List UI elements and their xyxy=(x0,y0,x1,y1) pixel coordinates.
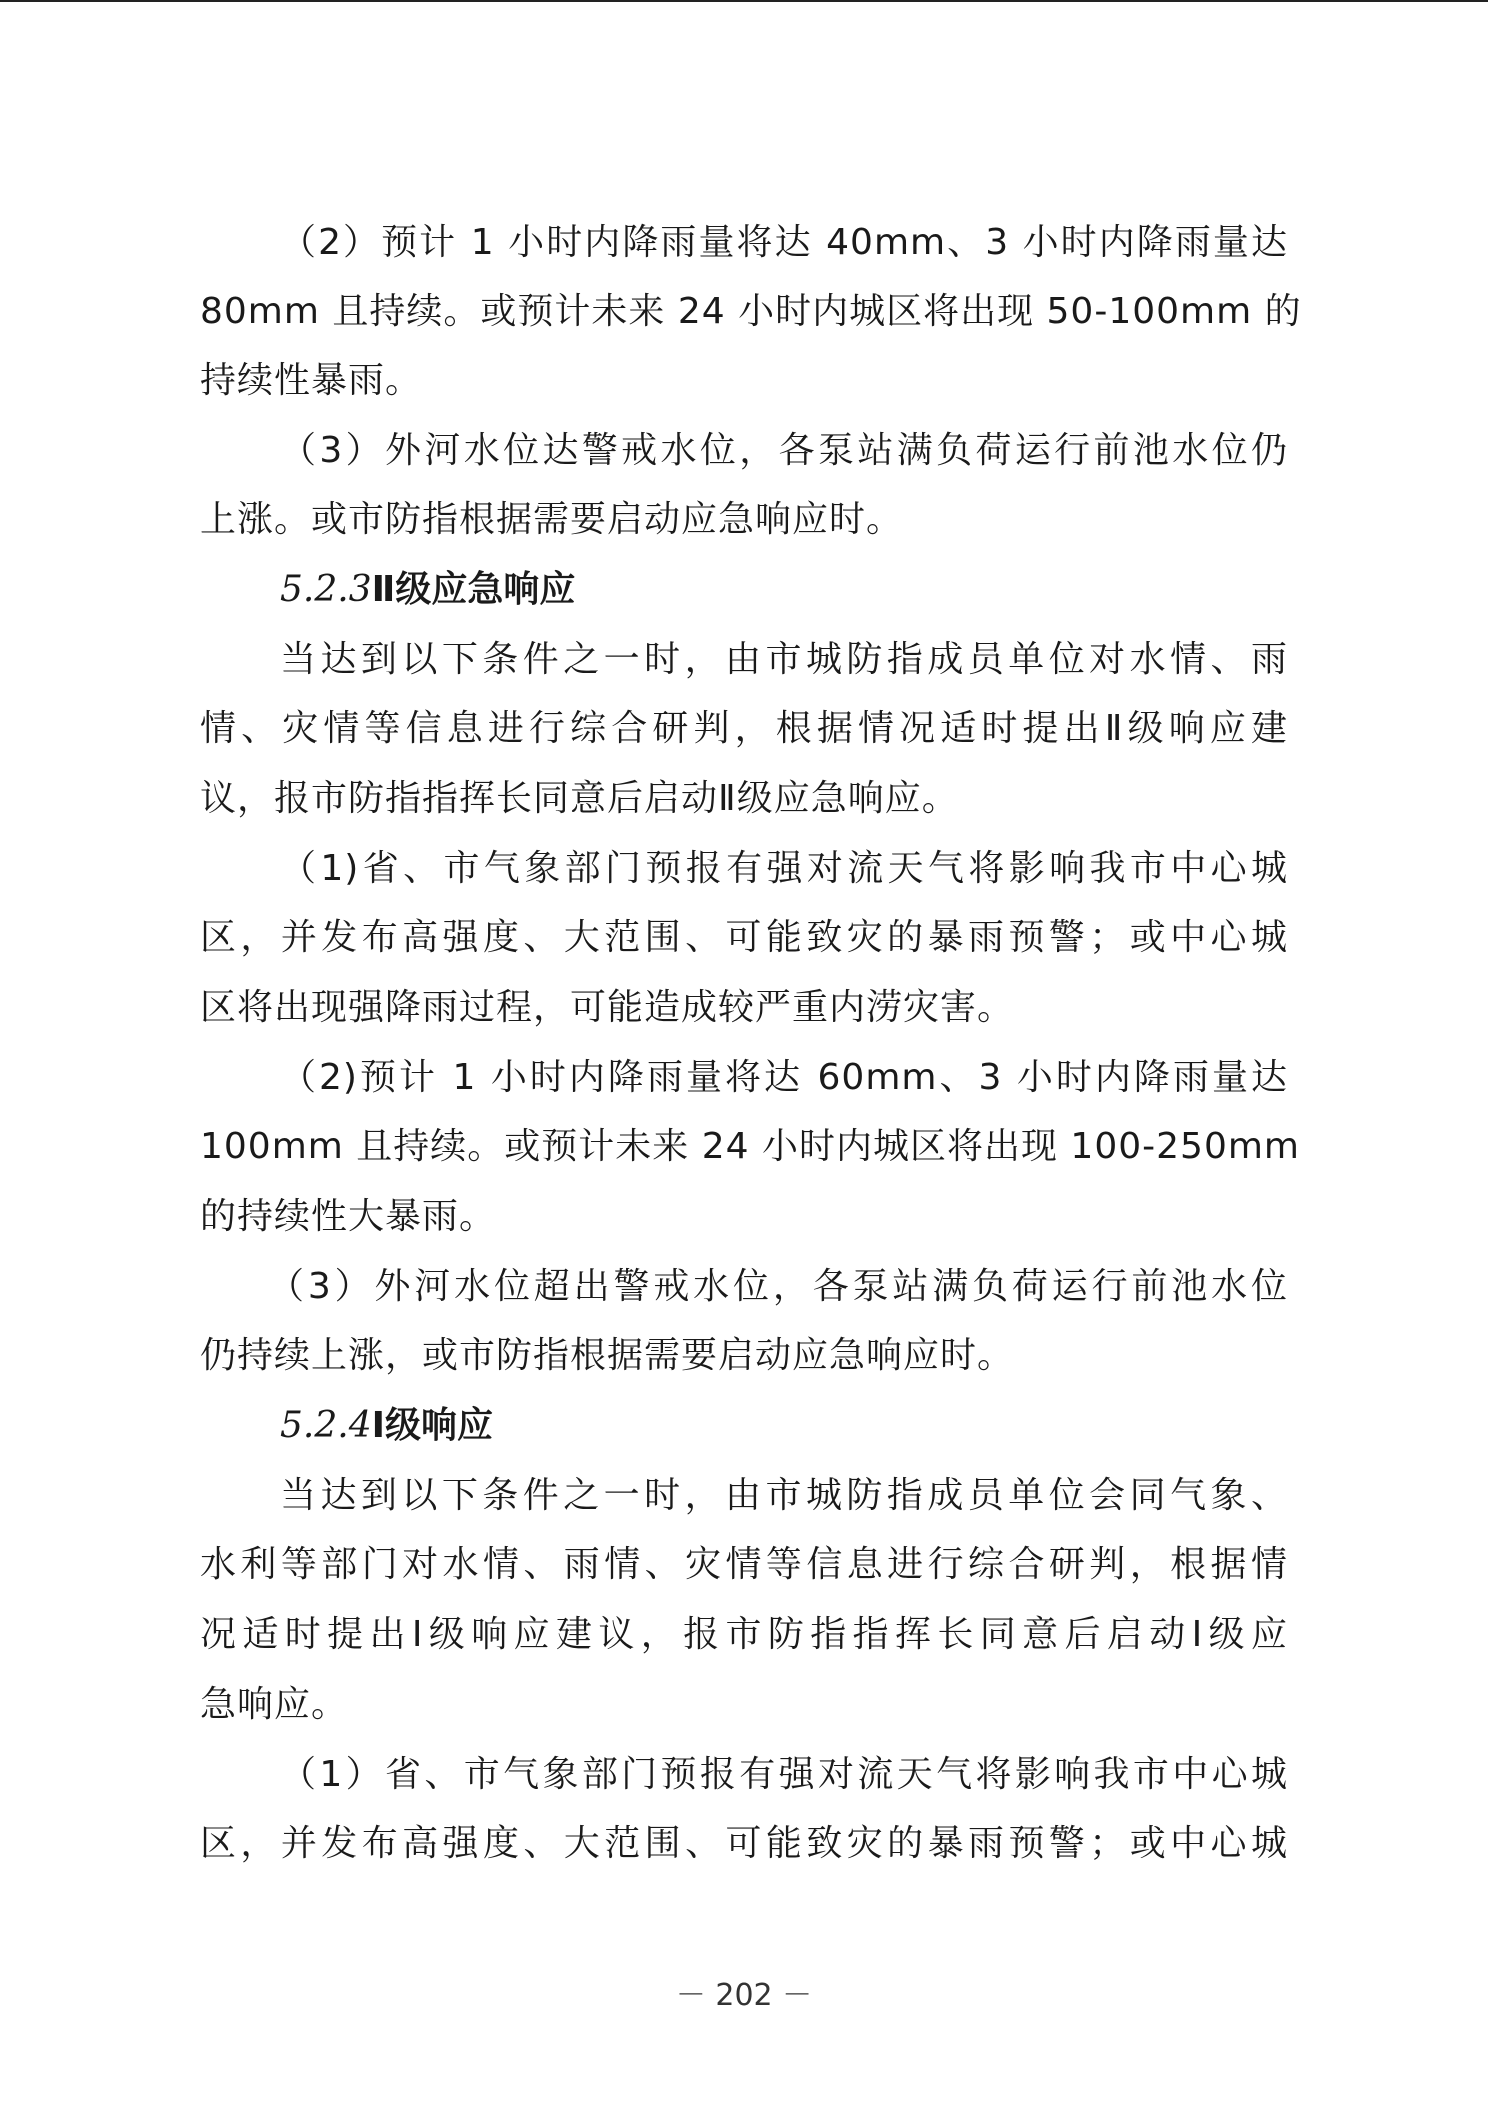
paragraph-line: 情、灾情等信息进行综合研判，根据情况适时提出Ⅱ级响应建 xyxy=(200,708,1288,749)
paragraph-line: 议，报市防指指挥长同意后启动Ⅱ级应急响应。 xyxy=(200,778,959,819)
paragraph-line: 100mm 且持续。或预计未来 24 小时内城区将出现 100-250mm xyxy=(200,1126,1300,1167)
paragraph-line: 仍持续上涨，或市防指根据需要启动应急响应时。 xyxy=(200,1335,1015,1376)
paragraph-line: 上涨。或市防指根据需要启动应急响应时。 xyxy=(200,499,904,540)
page-number: － 202 － xyxy=(675,1978,813,2013)
paragraph-line: （3）外河水位达警戒水位，各泵站满负荷运行前池水位仍 xyxy=(280,430,1288,471)
paragraph-line: （1)省、市气象部门预报有强对流天气将影响我市中心城 xyxy=(280,848,1288,889)
paragraph-line: （1）省、市气象部门预报有强对流天气将影响我市中心城 xyxy=(280,1754,1288,1795)
paragraph-line: （3）外河水位超出警戒水位，各泵站满负荷运行前池水位 xyxy=(268,1266,1288,1307)
section-title: Ⅱ级应急响应 xyxy=(371,569,576,610)
paragraph-line: 区将出现强降雨过程，可能造成较严重内涝灾害。 xyxy=(200,987,1015,1028)
section-heading-5-2-4 xyxy=(280,1403,493,1449)
section-title: Ⅰ级响应 xyxy=(371,1405,494,1446)
paragraph-line: 水利等部门对水情、雨情、灾情等信息进行综合研判，根据情 xyxy=(200,1544,1288,1585)
paragraph-line: （2）预计 1 小时内降雨量将达 40mm、3 小时内降雨量达 xyxy=(280,222,1288,263)
paragraph-line: 况适时提出Ⅰ级响应建议，报市防指指挥长同意后启动Ⅰ级应 xyxy=(200,1614,1288,1655)
paragraph-line: 当达到以下条件之一时，由市城防指成员单位会同气象、 xyxy=(280,1475,1288,1516)
paragraph-line: 持续性暴雨。 xyxy=(200,360,423,401)
paragraph-line: 急响应。 xyxy=(200,1684,349,1725)
paragraph-line: 的持续性大暴雨。 xyxy=(200,1196,497,1237)
paragraph-line: 当达到以下条件之一时，由市城防指成员单位对水情、雨 xyxy=(280,639,1288,680)
section-number: 5.2.4 xyxy=(280,1405,372,1446)
section-number: 5.2.3 xyxy=(280,569,372,610)
top-border xyxy=(0,0,1488,2)
paragraph-line: 区，并发布高强度、大范围、可能致灾的暴雨预警；或中心城 xyxy=(200,917,1288,958)
paragraph-line: 80mm 且持续。或预计未来 24 小时内城区将出现 50-100mm 的 xyxy=(200,291,1302,332)
paragraph-line: 区，并发布高强度、大范围、可能致灾的暴雨预警；或中心城 xyxy=(200,1823,1288,1864)
paragraph-line: （2)预计 1 小时内降雨量将达 60mm、3 小时内降雨量达 xyxy=(280,1057,1288,1098)
section-heading-5-2-3 xyxy=(280,567,575,613)
